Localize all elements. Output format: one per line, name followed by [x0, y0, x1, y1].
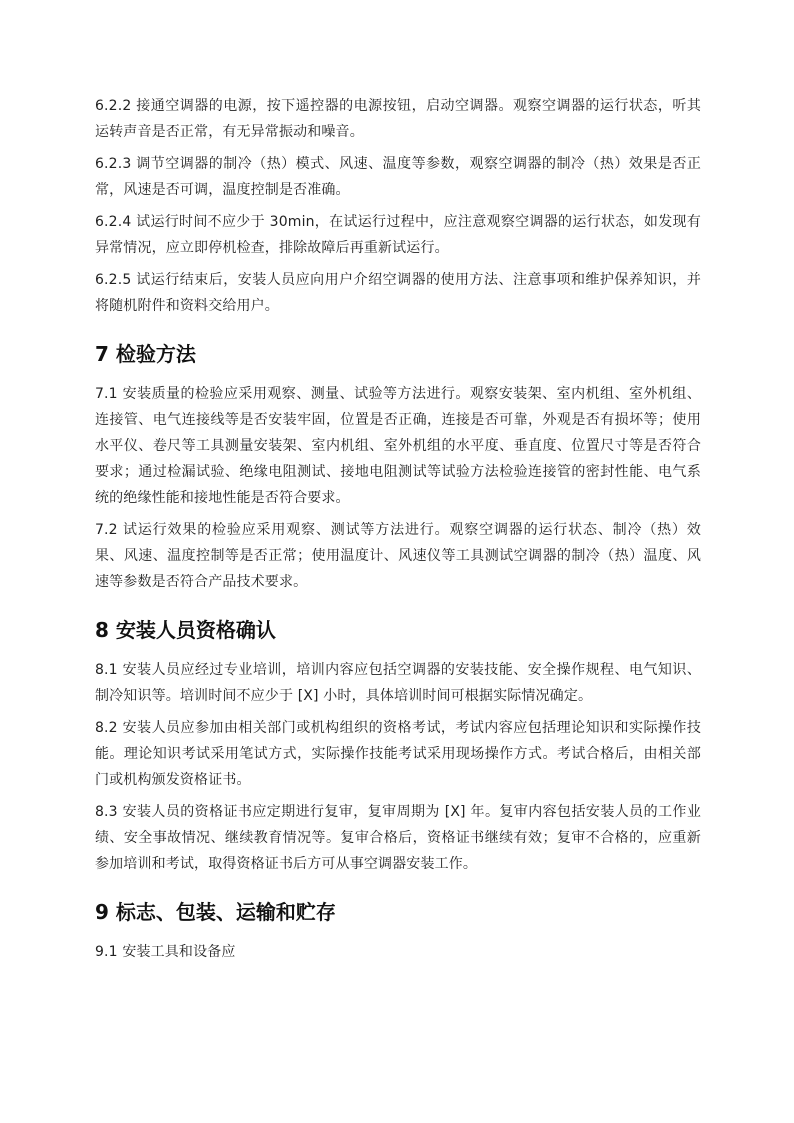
- paragraph-7-1: 7.1 安装质量的检验应采用观察、测量、试验等方法进行。观察安装架、室内机组、室外机组、连接管、电气连接线等是否安装牢固，位置是否正确，连接是否可靠，外观是否有损坏等；使用水平仪、卷尺等工具测量安装架、室内机组、室外机组的水平度、垂直度、位置尺寸等是否符合要求；通过检漏试验、绝缘电阻测试、接地电阻测试等试验方法检验连接管的密封性能、电气系统的绝缘性能和接地性能是否符合要求。: [95, 386, 701, 506]
- paragraph-9-1: 9.1 安装工具和设备应: [95, 944, 236, 960]
- paragraph-8-3: 8.3 安装人员的资格证书应定期进行复审，复审周期为 [X] 年。复审内容包括安装人员的工作业绩、安全事故情况、继续教育情况等。复审合格后，资格证书继续有效；复审不合格的，应重新参加培训和考试，取得资格证书后方可从事空调器安装工作。: [95, 804, 701, 872]
- paragraph-6-2-3: 6.2.3 调节空调器的制冷（热）模式、风速、温度等参数，观察空调器的制冷（热）效果是否正常，风速是否可调，温度控制是否准确。: [95, 156, 701, 198]
- paragraph-8-2: 8.2 安装人员应参加由相关部门或机构组织的资格考试，考试内容应包括理论知识和实际操作技能。理论知识考试采用笔试方式，实际操作技能考试采用现场操作方式。考试合格后，由相关部门或机构颁发资格证书。: [95, 720, 701, 788]
- paragraph-6-2-2: 6.2.2 接通空调器的电源，按下遥控器的电源按钮，启动空调器。观察空调器的运行状态，听其运转声音是否正常，有无异常振动和噪音。: [95, 98, 701, 140]
- section-heading-7: 7 检验方法: [95, 342, 196, 366]
- document-body: [95, 93, 701, 971]
- paragraph-6-2-4: 6.2.4 试运行时间不应少于 30min，在试运行过程中，应注意观察空调器的运行状态，如发现有异常情况，应立即停机检查，排除故障后再重新试运行。: [95, 214, 701, 256]
- paragraph-8-1: 8.1 安装人员应经过专业培训，培训内容应包括空调器的安装技能、安全操作规程、电气知识、制冷知识等。培训时间不应少于 [X] 小时，具体培训时间可根据实际情况确定。: [95, 662, 701, 704]
- section-heading-9: 9 标志、包装、运输和贮存: [95, 900, 336, 924]
- section-heading-8: 8 安装人员资格确认: [95, 618, 276, 642]
- paragraph-6-2-5: 6.2.5 试运行结束后，安装人员应向用户介绍空调器的使用方法、注意事项和维护保养知识，并将随机附件和资料交给用户。: [95, 272, 701, 314]
- paragraph-7-2: 7.2 试运行效果的检验应采用观察、测试等方法进行。观察空调器的运行状态、制冷（热）效果、风速、温度控制等是否正常；使用温度计、风速仪等工具测试空调器的制冷（热）温度、风速等参数是否符合产品技术要求。: [95, 522, 701, 590]
